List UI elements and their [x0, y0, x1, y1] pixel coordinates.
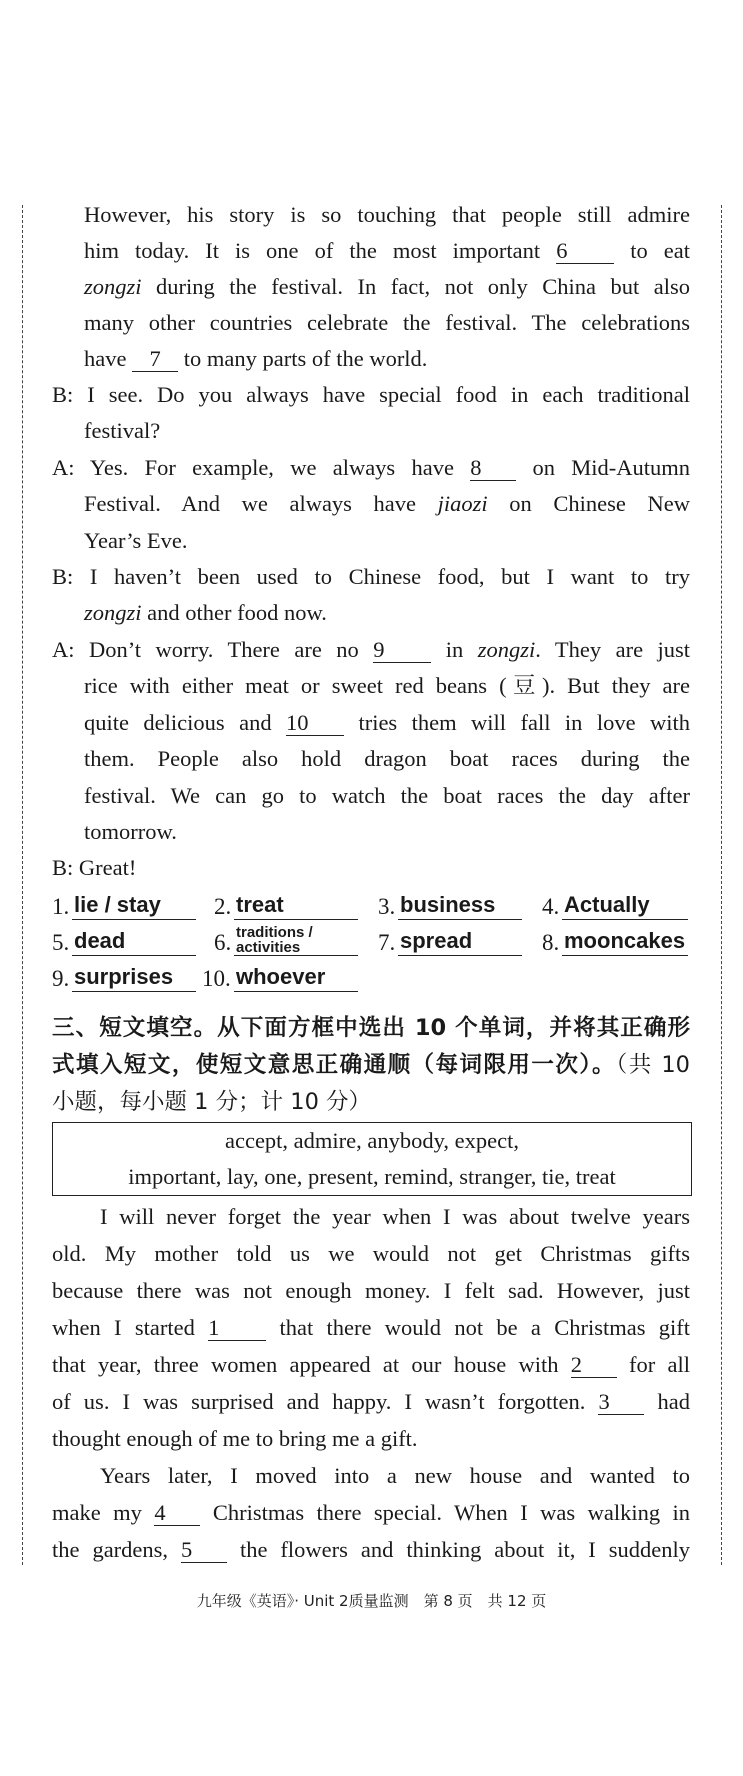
blank-6: 6: [556, 239, 614, 264]
dialogue-line: rice with either meat or sweet red beans (豆). But they are: [84, 673, 690, 698]
answer-10: 10. whoever: [202, 960, 364, 992]
blank-4: 4: [154, 1501, 200, 1526]
dialogue-line: However, his story is so touching that people still admire: [84, 202, 690, 227]
answer-5: 5. dead: [52, 924, 202, 956]
passage-line: when I started 1 that there would not be a Christmas gift: [52, 1315, 691, 1340]
page-footer: 九年级《英语》· Unit 2质量监测 第 8 页 共 12 页: [196, 1592, 547, 1610]
dialogue-line: tomorrow.: [84, 819, 177, 844]
passage-line: of us. I was surprised and happy. I wasn’t forgotten. 3 had: [52, 1389, 691, 1414]
blank-8: 8: [470, 456, 516, 481]
passage-line: the gardens, 5 the flowers and thinking about it, I suddenly: [52, 1537, 691, 1562]
passage-line: I will never forget the year when I was about twelve years: [100, 1204, 690, 1229]
section-heading: 三、短文填空。从下面方框中选出 10 个单词，并将其正确形 式填入短文，使短文意思正确通顺（每词限用一次）。（共 10 小题，每小题 1 分；计 10 分）: [52, 1015, 690, 1115]
answer-1: 1. lie / stay: [52, 888, 202, 920]
blank-9: 9: [373, 638, 431, 663]
dialogue-line: them. People also hold dragon boat races during the: [84, 746, 690, 771]
blank-1: 1: [208, 1316, 266, 1341]
binding-line-left: [22, 205, 23, 1565]
passage-line: that year, three women appeared at our house with 2 for all: [52, 1352, 691, 1377]
dialogue-line: festival?: [84, 418, 161, 443]
blank-7: 7: [132, 347, 178, 372]
dialogue-line: festival. We can go to watch the boat races the day after: [84, 783, 690, 808]
blank-3: 3: [598, 1390, 644, 1415]
blank-2: 2: [571, 1353, 617, 1378]
dialogue-line: zongzi during the festival. In fact, not only China but also: [84, 274, 690, 299]
dialogue-line: B: I haven’t been used to Chinese food, but I want to try: [52, 564, 690, 589]
answer-4: 4. Actually: [542, 888, 692, 920]
blank-10: 10: [286, 711, 344, 736]
dialogue-line: A: Yes. For example, we always have 8 on Mid-Autumn: [52, 455, 691, 480]
passage-line: make my 4 Christmas there special. When I was walking in: [52, 1500, 691, 1525]
dialogue-line: many other countries celebrate the festival. The celebrations: [84, 310, 690, 335]
answer-3: 3. business: [378, 888, 528, 920]
dialogue-line: A: Don’t worry. There are no 9 in zongzi. They are just: [52, 637, 691, 662]
answer-2: 2. treat: [214, 888, 364, 920]
answer-7: 7. spread: [378, 924, 528, 956]
dialogue-line: B: I see. Do you always have special food in each traditional: [52, 382, 690, 407]
dialogue-line: zongzi and other food now.: [84, 600, 327, 625]
passage-line: thought enough of me to bring me a gift.: [52, 1426, 418, 1451]
dialogue-line: Year’s Eve.: [84, 528, 188, 553]
dialogue-line: Festival. And we always have jiaozi on Chinese New: [84, 491, 690, 516]
blank-5: 5: [181, 1538, 227, 1563]
answer-6: 6. traditions / activities: [214, 924, 364, 956]
dialogue-line: B: Great!: [52, 855, 137, 880]
answer-9: 9. surprises: [52, 960, 202, 992]
dialogue-line: him today. It is one of the most important 6 to eat: [84, 238, 691, 263]
passage-line: Years later, I moved into a new house and wanted to: [100, 1463, 690, 1488]
passage-line: because there was not enough money. I felt sad. However, just: [52, 1278, 690, 1303]
dialogue-line: quite delicious and 10 tries them will fall in love with: [84, 710, 691, 735]
dialogue-line: have 7 to many parts of the world.: [84, 346, 428, 371]
word-bank-box: accept, admire, anybody, expect, important, lay, one, present, remind, stranger, tie, treat: [52, 1122, 692, 1196]
passage-line: old. My mother told us we would not get Christmas gifts: [52, 1241, 690, 1266]
binding-line-right: [721, 205, 722, 1565]
answer-8: 8. mooncakes: [542, 924, 692, 956]
